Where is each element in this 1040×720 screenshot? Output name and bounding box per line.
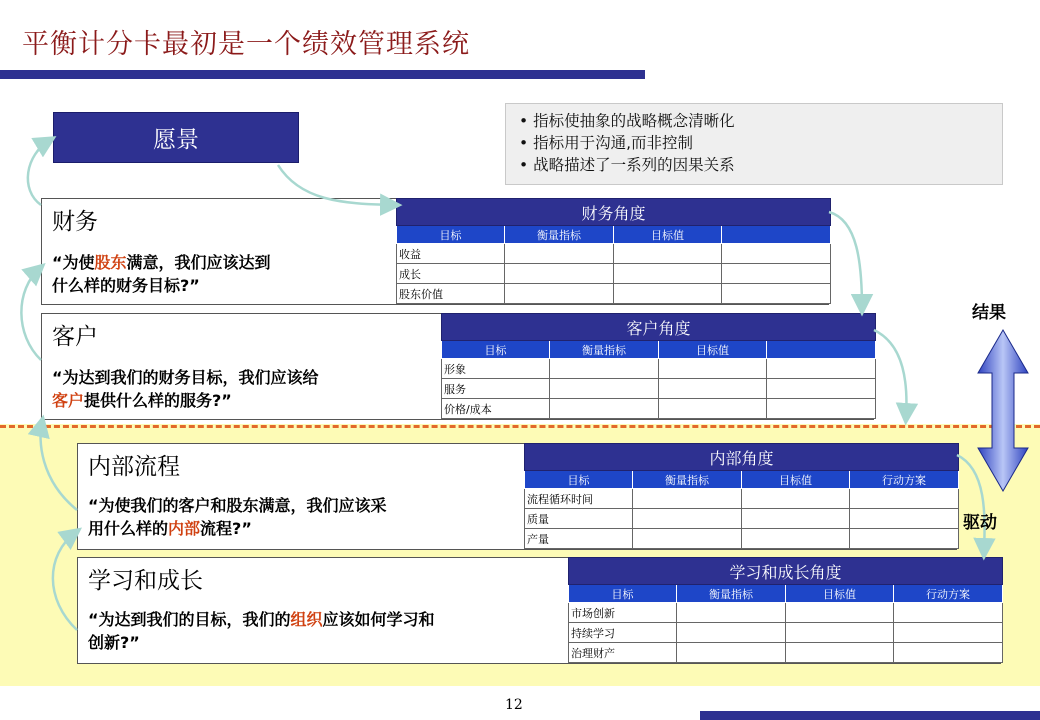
question-text: 创新?” bbox=[88, 633, 140, 652]
arrow-learning-to-process bbox=[53, 532, 77, 630]
question-text: “为达到我们的财务目标，我们应该给 bbox=[52, 368, 319, 387]
customer-title: 客户 bbox=[52, 324, 98, 350]
note-item: • 指标用于沟通,而非控制 bbox=[519, 134, 693, 152]
question-highlight: 客户 bbox=[52, 391, 85, 410]
column-header: 目标 bbox=[397, 226, 505, 244]
column-header: 衡量指标 bbox=[677, 585, 786, 603]
table-cell: 形象 bbox=[442, 359, 550, 379]
table-cell: 收益 bbox=[397, 244, 505, 264]
table-cell: 价格/成本 bbox=[442, 399, 550, 419]
page-number: 12 bbox=[505, 697, 523, 713]
question-text: 用什么样的 bbox=[88, 519, 169, 538]
finance-title: 财务 bbox=[52, 209, 98, 235]
question-text: 满意，我们应该达到 bbox=[126, 253, 271, 272]
column-header: 行动方案 bbox=[850, 471, 959, 489]
table-caption: 内部角度 bbox=[525, 444, 959, 471]
note-item: • 战略描述了一系列的因果关系 bbox=[519, 156, 735, 174]
column-header: 行动方案 bbox=[894, 585, 1003, 603]
table-caption: 客户角度 bbox=[442, 314, 876, 341]
question-text: 流程?” bbox=[200, 519, 252, 538]
driver-label: 驱动 bbox=[963, 513, 997, 533]
question-text: “为使 bbox=[52, 253, 95, 272]
arrow-process-to-customer bbox=[41, 422, 77, 510]
question-text: “为使我们的客户和股东满意，我们应该采 bbox=[88, 496, 387, 515]
arrow-customer-to-finance bbox=[21, 268, 41, 360]
table-cell: 产量 bbox=[525, 529, 633, 549]
table-cell: 治理财产 bbox=[569, 643, 677, 663]
column-header: 目标值 bbox=[786, 585, 894, 603]
table-cell: 成长 bbox=[397, 264, 505, 284]
arrow-vision-to-finance bbox=[278, 165, 395, 205]
arrow-finance-to-vision bbox=[28, 140, 50, 205]
vision-box: 愿景 bbox=[53, 112, 299, 163]
footer-bar bbox=[700, 711, 1040, 720]
column-header: 目标值 bbox=[742, 471, 850, 489]
column-header: 衡量指标 bbox=[505, 226, 614, 244]
question-highlight: 内部 bbox=[168, 519, 201, 538]
question-text: 应该如何学习和 bbox=[322, 610, 435, 629]
column-header: 目标值 bbox=[614, 226, 722, 244]
page-title: 平衡计分卡最初是一个绩效管理系统 bbox=[22, 29, 470, 60]
note-item: • 指标使抽象的战略概念清晰化 bbox=[519, 112, 735, 130]
table-cell: 流程循环时间 bbox=[525, 489, 633, 509]
table-cell: 股东价值 bbox=[397, 284, 505, 304]
arrow-process-to-learning bbox=[957, 455, 985, 553]
column-header: 衡量指标 bbox=[550, 341, 659, 359]
column-header: 目标 bbox=[525, 471, 633, 489]
question-highlight: 组织 bbox=[290, 610, 323, 629]
table-caption: 财务角度 bbox=[397, 199, 831, 226]
process-title: 内部流程 bbox=[88, 454, 180, 480]
column-header: 目标 bbox=[442, 341, 550, 359]
table-caption: 学习和成长角度 bbox=[569, 558, 1003, 585]
column-header: 衡量指标 bbox=[633, 471, 742, 489]
column-header: 目标值 bbox=[659, 341, 767, 359]
question-text: “为达到我们的目标，我们的 bbox=[88, 610, 291, 629]
result-label: 结果 bbox=[972, 303, 1006, 323]
result-driver-double-arrow bbox=[978, 330, 1028, 491]
learning-title: 学习和成长 bbox=[88, 568, 203, 594]
question-text: 什么样的财务目标?” bbox=[52, 276, 200, 295]
column-header: 目标 bbox=[569, 585, 677, 603]
table-cell: 市场创新 bbox=[569, 603, 677, 623]
arrow-finance-to-customer bbox=[829, 212, 862, 309]
question-text: 提供什么样的服务?” bbox=[84, 391, 232, 410]
table-cell: 服务 bbox=[442, 379, 550, 399]
table-cell: 质量 bbox=[525, 509, 633, 529]
table-cell: 持续学习 bbox=[569, 623, 677, 643]
arrow-customer-to-process bbox=[874, 330, 906, 418]
question-highlight: 股东 bbox=[94, 253, 127, 272]
